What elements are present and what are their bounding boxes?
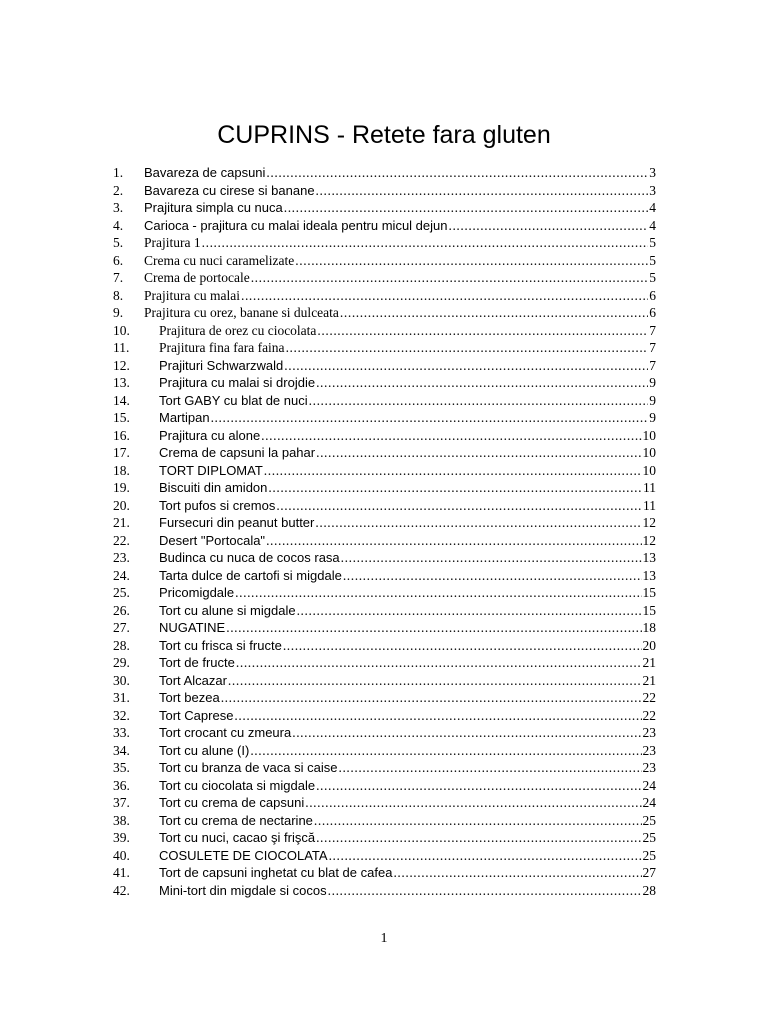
toc-dot-leader [276, 497, 642, 515]
toc-entry[interactable] [113, 357, 656, 375]
toc-entry-page: 7 [649, 322, 656, 338]
toc-entry-label[interactable]: Prajitura cu malai [144, 287, 240, 303]
toc-entry-number: 37. [113, 795, 130, 810]
toc-entry-body [144, 164, 656, 182]
toc-entry-page: 15 [642, 585, 656, 600]
toc-dot-leader [250, 742, 641, 760]
toc-entry-number: 9. [113, 305, 124, 320]
toc-entry[interactable] [113, 287, 656, 305]
toc-entry-label[interactable]: Tort cu alune (I) [159, 742, 250, 758]
toc-entry-number: 1. [113, 165, 124, 180]
toc-entry-page: 11 [643, 497, 656, 513]
toc-entry-number: 26. [113, 602, 130, 618]
toc-entry[interactable] [113, 619, 656, 637]
toc-entry[interactable] [113, 549, 656, 567]
toc-entry-number: 31. [113, 690, 130, 705]
toc-entry[interactable] [113, 724, 656, 742]
toc-entry[interactable] [113, 829, 656, 847]
toc-dot-leader [316, 777, 641, 795]
toc-dot-leader [283, 637, 642, 655]
toc-entry-page: 10 [642, 427, 656, 443]
toc-entry[interactable] [113, 374, 656, 392]
toc-dot-leader [343, 567, 642, 585]
toc-entry[interactable] [113, 689, 656, 707]
toc-entry-page: 5 [649, 235, 656, 250]
toc-entry-page: 13 [642, 550, 656, 565]
toc-entry-label[interactable]: Tort de fructe [159, 655, 235, 670]
toc-entry-number: 5. [113, 235, 124, 250]
toc-dot-leader [284, 357, 648, 375]
toc-dot-leader [284, 199, 649, 217]
toc-dot-leader [393, 864, 641, 882]
toc-entry-body [144, 252, 656, 270]
toc-entry-label[interactable]: Bavareza de capsuni [144, 165, 266, 180]
toc-entry-number: 15. [113, 410, 130, 425]
toc-entry-body [159, 672, 656, 690]
toc-entry-body [159, 357, 656, 375]
toc-dot-leader [251, 269, 649, 287]
toc-entry-label[interactable]: COSULETE DE CIOCOLATA [159, 847, 328, 863]
toc-entry-body [159, 707, 656, 725]
toc-entry-number: 27. [113, 620, 130, 635]
toc-entry-page: 12 [642, 515, 656, 530]
toc-entry-label[interactable]: Prajitura cu orez, banane si dulceata [144, 305, 339, 320]
toc-dot-leader [338, 759, 641, 777]
toc-entry-label[interactable]: Prajitura de orez cu ciocolata [159, 322, 317, 338]
toc-entry-label[interactable]: Tort de capsuni inghetat cu blat de cafea [159, 865, 393, 880]
toc-entry-number: 19. [113, 480, 130, 495]
toc-entry-label[interactable]: Prajituri Schwarzwald [159, 357, 284, 373]
toc-entry-page: 27 [642, 865, 656, 880]
toc-entry-label[interactable]: Tort cu branza de vaca si caise [159, 760, 338, 775]
toc-entry-label[interactable]: Prajitura cu alone [159, 427, 261, 443]
toc-entry-page: 3 [649, 165, 656, 180]
toc-entry-body [159, 654, 656, 672]
toc-entry-page: 4 [649, 217, 656, 233]
toc-entry-page: 9 [649, 410, 656, 425]
toc-entry-number: 30. [113, 672, 130, 688]
toc-entry-label[interactable]: Crema de portocale [144, 270, 250, 285]
toc-entry-body [159, 847, 656, 865]
toc-entry-body [144, 269, 656, 287]
toc-entry-number: 20. [113, 497, 130, 513]
toc-entry-number: 17. [113, 445, 130, 460]
toc-entry-label[interactable]: Tort cu frisca si fructe [159, 637, 282, 653]
toc-entry-body [144, 199, 656, 217]
toc-entry-label[interactable]: Biscuiti din amidon [159, 480, 268, 495]
toc-entry-page: 22 [642, 707, 656, 723]
toc-entry-page: 21 [642, 655, 656, 670]
toc-dot-leader [261, 427, 641, 445]
toc-entry[interactable] [113, 234, 656, 252]
toc-entry-label[interactable]: Tort cu alune si migdale [159, 602, 296, 618]
toc-entry-body [159, 689, 656, 707]
toc-entry-body [159, 479, 656, 497]
toc-entry-label[interactable]: Prajitura 1 [144, 235, 201, 250]
toc-entry-page: 23 [642, 742, 656, 758]
toc-entry-page: 10 [642, 462, 656, 478]
toc-entry-page: 4 [649, 200, 656, 215]
toc-entry-body [159, 759, 656, 777]
toc-entry-number: 18. [113, 462, 130, 478]
toc-entry-page: 24 [642, 777, 656, 793]
toc-entry[interactable] [113, 217, 656, 235]
toc-dot-leader [316, 182, 649, 200]
toc-entry-body [159, 374, 656, 392]
toc-entry-number: 32. [113, 707, 130, 723]
toc-dot-leader [314, 812, 642, 830]
toc-entry-number: 38. [113, 812, 130, 828]
toc-entry[interactable] [113, 322, 656, 340]
toc-entry-page: 23 [642, 760, 656, 775]
toc-entry[interactable] [113, 794, 656, 812]
toc-entry-page: 6 [649, 305, 656, 320]
toc-dot-leader [316, 374, 648, 392]
toc-entry[interactable] [113, 339, 656, 357]
toc-entry-label[interactable]: Tort bezea [159, 690, 220, 705]
toc-entry-body [159, 864, 656, 882]
toc-entry-body [159, 392, 656, 410]
toc-entry[interactable] [113, 864, 656, 882]
toc-entry[interactable] [113, 654, 656, 672]
toc-entry-page: 22 [642, 690, 656, 705]
toc-entry-number: 28. [113, 637, 130, 653]
toc-entry-body [159, 497, 656, 515]
toc-entry-number: 14. [113, 392, 130, 408]
toc-entry-body [159, 322, 656, 340]
toc-entry-page: 25 [642, 847, 656, 863]
toc-entry[interactable] [113, 479, 656, 497]
page-number: 1 [380, 931, 388, 946]
toc-entry-body [159, 882, 656, 900]
toc-dot-leader [202, 234, 649, 252]
toc-entry-number: 6. [113, 252, 124, 268]
toc-entry[interactable] [113, 409, 656, 427]
toc-entry-body [159, 462, 656, 480]
toc-entry-page: 5 [649, 252, 656, 268]
toc-entry[interactable] [113, 777, 656, 795]
toc-entry-page: 21 [642, 672, 656, 688]
toc-entry-page: 12 [642, 532, 656, 548]
toc-entry-page: 25 [642, 830, 656, 845]
toc-dot-leader [211, 409, 649, 427]
toc-entry[interactable] [113, 164, 656, 182]
toc-entry-label[interactable]: NUGATINE [159, 620, 226, 635]
toc-dot-leader [329, 847, 642, 865]
toc-dot-leader [221, 689, 642, 707]
toc-entry[interactable] [113, 707, 656, 725]
toc-entry-body [159, 514, 656, 532]
toc-entry[interactable] [113, 567, 656, 585]
toc-entry-number: 11. [113, 340, 130, 355]
toc-entry-label[interactable]: Tort cu crema de nectarine [159, 812, 313, 828]
toc-dot-leader [315, 514, 641, 532]
toc-entry-label[interactable]: Tort cu ciocolata si migdale [159, 777, 316, 793]
toc-entry-label[interactable]: Fursecuri din peanut butter [159, 515, 315, 530]
toc-entry-page: 20 [642, 637, 656, 653]
toc-entry-page: 18 [642, 620, 656, 635]
toc-entry[interactable] [113, 269, 656, 287]
toc-entry[interactable] [113, 427, 656, 445]
toc-entry-body [159, 742, 656, 760]
toc-entry-body [159, 777, 656, 795]
toc-entry-label[interactable]: Prajitura fina fara faina [159, 340, 285, 355]
toc-entry[interactable] [113, 514, 656, 532]
toc-dot-leader [305, 794, 641, 812]
toc-entry-body [159, 409, 656, 427]
toc-entry-number: 42. [113, 882, 130, 898]
toc-entry-number: 40. [113, 847, 130, 863]
toc-entry-body [159, 532, 656, 550]
table-of-contents [113, 164, 656, 899]
toc-entry[interactable] [113, 304, 656, 322]
toc-dot-leader [295, 252, 648, 270]
toc-entry-page: 7 [649, 357, 656, 373]
toc-entry-number: 35. [113, 760, 130, 775]
toc-entry-page: 3 [649, 182, 656, 198]
toc-entry-page: 7 [649, 340, 656, 355]
toc-dot-leader [264, 462, 642, 480]
toc-entry-body [159, 637, 656, 655]
toc-entry[interactable] [113, 199, 656, 217]
toc-entry-label[interactable]: Mini-tort din migdale si cocos [159, 882, 327, 898]
toc-entry[interactable] [113, 497, 656, 515]
toc-entry-label[interactable]: Tort Caprese [159, 707, 234, 723]
toc-entry-number: 24. [113, 567, 130, 583]
toc-entry-body [159, 724, 656, 742]
toc-entry[interactable] [113, 637, 656, 655]
toc-entry[interactable] [113, 742, 656, 760]
toc-dot-leader [448, 217, 648, 235]
toc-dot-leader [241, 287, 648, 305]
toc-entry-number: 23. [113, 550, 130, 565]
toc-entry-label[interactable]: Bavareza cu cirese si banane [144, 182, 315, 198]
toc-entry-label[interactable]: Tort crocant cu zmeura [159, 725, 292, 740]
toc-entry-body [159, 339, 656, 357]
toc-entry-body [144, 217, 656, 235]
toc-dot-leader [309, 392, 649, 410]
toc-entry-label[interactable]: Tort GABY cu blat de nuci [159, 392, 308, 408]
toc-entry-number: 16. [113, 427, 130, 443]
toc-entry-page: 5 [649, 270, 656, 285]
toc-entry-body [159, 549, 656, 567]
toc-entry-body [144, 234, 656, 252]
toc-entry-number: 29. [113, 655, 130, 670]
toc-entry-label[interactable]: Pricomigdale [159, 585, 235, 600]
toc-entry-page: 10 [642, 445, 656, 460]
toc-entry[interactable] [113, 882, 656, 900]
toc-entry[interactable] [113, 462, 656, 480]
toc-entry-number: 7. [113, 270, 124, 285]
toc-dot-leader [268, 479, 642, 497]
toc-entry-page: 24 [642, 795, 656, 810]
toc-entry-number: 10. [113, 322, 130, 338]
toc-dot-leader [297, 602, 642, 620]
toc-entry-page: 28 [642, 882, 656, 898]
toc-entry[interactable] [113, 392, 656, 410]
toc-dot-leader [234, 707, 641, 725]
toc-entry-page: 23 [642, 725, 656, 740]
toc-entry-page: 9 [649, 375, 656, 390]
toc-entry-page: 11 [643, 480, 656, 495]
toc-entry-page: 25 [642, 812, 656, 828]
toc-entry-page: 6 [649, 287, 656, 303]
toc-entry[interactable] [113, 182, 656, 200]
toc-entry-body [159, 794, 656, 812]
toc-entry-label[interactable]: Prajitura cu malai si drojdie [159, 375, 316, 390]
toc-entry-number: 33. [113, 725, 130, 740]
toc-entry-body [159, 829, 656, 847]
toc-entry[interactable] [113, 584, 656, 602]
toc-entry[interactable] [113, 812, 656, 830]
toc-entry-body [144, 304, 656, 322]
toc-dot-leader [235, 584, 641, 602]
toc-dot-leader [317, 322, 648, 340]
toc-entry-label[interactable]: Tort cu crema de capsuni [159, 795, 305, 810]
page-title: CUPRINS - Retete fara gluten [217, 121, 551, 149]
toc-entry-label[interactable]: Tort cu nuci, cacao şi frişcă [159, 830, 316, 845]
toc-entry[interactable] [113, 444, 656, 462]
toc-entry-body [159, 812, 656, 830]
toc-entry-number: 21. [113, 515, 130, 530]
toc-entry-label[interactable]: Prajitura simpla cu nuca [144, 200, 283, 215]
toc-dot-leader [266, 164, 648, 182]
toc-entry-number: 8. [113, 287, 124, 303]
toc-dot-leader [316, 444, 641, 462]
toc-entry-body [159, 567, 656, 585]
toc-entry-label[interactable]: Budinca cu nuca de cocos rasa [159, 550, 340, 565]
toc-entry-number: 12. [113, 357, 130, 373]
toc-entry-body [159, 602, 656, 620]
toc-entry-number: 36. [113, 777, 130, 793]
toc-entry-label[interactable]: Tarta dulce de cartofi si migdale [159, 567, 342, 583]
toc-entry-body [144, 287, 656, 305]
toc-entry-page: 9 [649, 392, 656, 408]
toc-entry-label[interactable]: TORT DIPLOMAT [159, 462, 263, 478]
toc-entry-label[interactable]: Tort pufos si cremos [159, 497, 276, 513]
toc-entry-number: 3. [113, 200, 124, 215]
toc-dot-leader [236, 654, 642, 672]
toc-dot-leader [266, 532, 641, 550]
toc-entry-body [144, 182, 656, 200]
toc-entry-number: 41. [113, 865, 130, 880]
toc-entry-body [159, 444, 656, 462]
toc-entry-number: 22. [113, 532, 130, 548]
toc-dot-leader [340, 304, 648, 322]
toc-entry-number: 25. [113, 585, 130, 600]
toc-entry-label[interactable]: Martipan [159, 410, 210, 425]
toc-entry[interactable] [113, 532, 656, 550]
toc-entry-label[interactable]: Crema cu nuci caramelizate [144, 252, 295, 268]
toc-entry-number: 4. [113, 217, 124, 233]
toc-entry-body [159, 619, 656, 637]
toc-dot-leader [292, 724, 641, 742]
toc-entry[interactable] [113, 672, 656, 690]
toc-dot-leader [316, 829, 641, 847]
toc-entry-number: 34. [113, 742, 130, 758]
toc-entry[interactable] [113, 759, 656, 777]
toc-dot-leader [328, 882, 642, 900]
toc-dot-leader [286, 339, 649, 357]
toc-dot-leader [341, 549, 642, 567]
toc-entry-page: 15 [642, 602, 656, 618]
toc-entry-number: 39. [113, 830, 130, 845]
toc-entry-label[interactable]: Tort Alcazar [159, 672, 227, 688]
toc-entry[interactable] [113, 847, 656, 865]
toc-entry-number: 13. [113, 375, 130, 390]
toc-entry-body [159, 427, 656, 445]
toc-entry[interactable] [113, 252, 656, 270]
toc-entry[interactable] [113, 602, 656, 620]
toc-entry-page: 13 [642, 567, 656, 583]
toc-entry-label[interactable]: Crema de capsuni la pahar [159, 445, 316, 460]
toc-entry-label[interactable]: Carioca - prajitura cu malai ideala pentru micul dejun [144, 217, 448, 233]
toc-entry-body [159, 584, 656, 602]
toc-entry-label[interactable]: Desert "Portocala" [159, 532, 266, 548]
toc-dot-leader [228, 672, 642, 690]
toc-entry-number: 2. [113, 182, 124, 198]
toc-dot-leader [226, 619, 641, 637]
